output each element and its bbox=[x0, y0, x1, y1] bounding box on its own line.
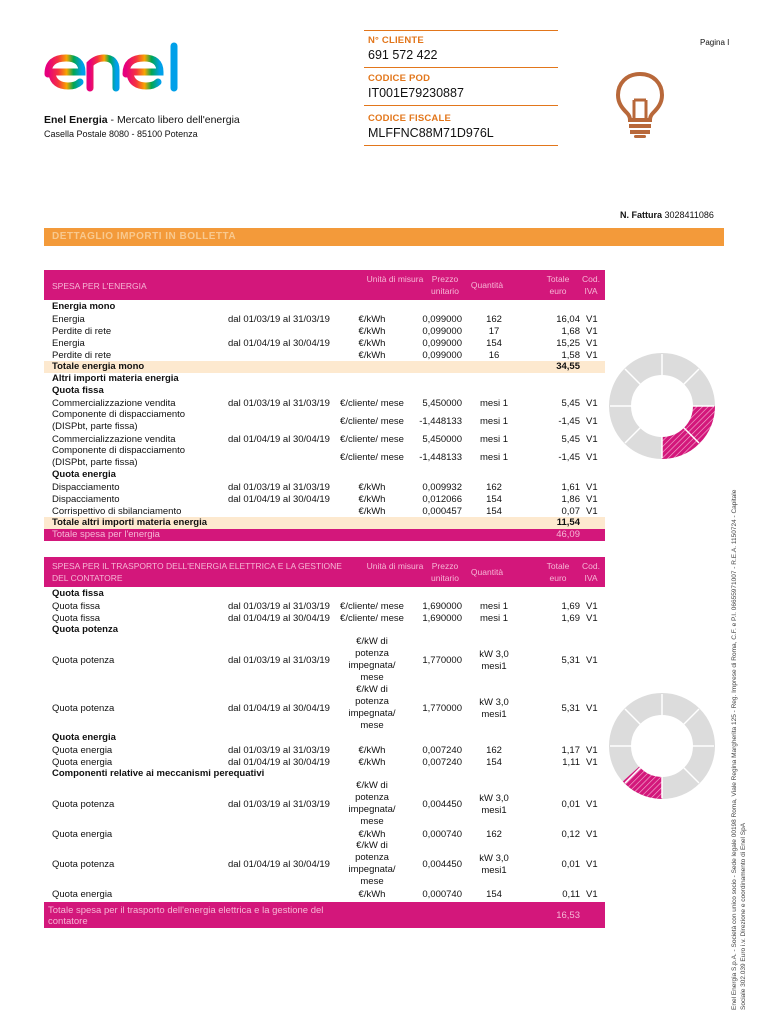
transport-row-iva: V1 bbox=[586, 612, 598, 624]
transport-row-unit: potenza bbox=[355, 792, 389, 803]
transport-row-iva: V1 bbox=[586, 600, 598, 612]
transport-row-price: 0,007240 bbox=[422, 744, 462, 756]
fiscale-box bbox=[364, 106, 558, 146]
company-subtitle: - Mercato libero dell'energia bbox=[107, 114, 240, 126]
energy-row-iva: V1 bbox=[586, 325, 598, 337]
pod-value: IT001E79230887 bbox=[368, 86, 464, 100]
total-value: 34,55 bbox=[556, 361, 580, 372]
transport-row-iva: V1 bbox=[586, 654, 598, 666]
transport-row-qty: mesi 1 bbox=[480, 600, 508, 612]
company-name: Enel Energia bbox=[44, 114, 108, 126]
transport-row-unit: €/cliente/ mese bbox=[340, 600, 404, 612]
energy-row-qty: 17 bbox=[488, 325, 500, 337]
transport-row-desc: Quota energia bbox=[52, 828, 113, 840]
energy-row-desc: Energia bbox=[52, 337, 85, 349]
transport-row-desc: Quota potenza bbox=[52, 702, 115, 714]
transport-row-unit: €/kW di bbox=[356, 780, 388, 791]
transport-row-qty: mesi1 bbox=[481, 804, 507, 816]
transport-row-unit: €/kWh bbox=[358, 744, 386, 756]
cliente-value: 691 572 422 bbox=[368, 48, 438, 62]
transport-row-unit: mese bbox=[360, 720, 384, 731]
transport-row-qty: kW 3,0 bbox=[479, 696, 509, 708]
energy-row-total: -1,45 bbox=[558, 415, 580, 427]
transport-row-qty: kW 3,0 bbox=[479, 648, 509, 660]
energy-row-iva: V1 bbox=[586, 313, 598, 325]
transport-row-qty: mesi1 bbox=[481, 864, 507, 876]
energy-row-total: 5,45 bbox=[561, 433, 580, 445]
energy-row-iva: V1 bbox=[586, 481, 598, 493]
energy-row-iva: V1 bbox=[586, 433, 598, 445]
energy-row-desc2: (DISPbt, parte fissa) bbox=[52, 457, 138, 468]
transport-row-period: dal 01/03/19 al 31/03/19 bbox=[228, 654, 330, 666]
energy-row-price: 0,099000 bbox=[422, 313, 462, 325]
energy-row-total: 1,68 bbox=[561, 325, 580, 337]
invoice-number bbox=[620, 210, 714, 220]
energy-row-desc: Dispacciamento bbox=[52, 481, 120, 493]
transport-row-desc: Quota potenza bbox=[52, 858, 115, 870]
legal-side-text: Enel Energia S.p.A. - Società con unico socio - Sede legale 00198 Roma, Viale Regina Margherita 125 - Reg. Imprese di Roma, C.F. e P.I. 06655971007 - R.E.A. 1150724 - Capitale Sociale 302.039 Euro i.v. Direzione e coordinamento di Enel SpA bbox=[731, 489, 747, 1010]
group-title: Altri importi materia energia bbox=[52, 373, 179, 384]
transport-row-total: 1,11 bbox=[562, 756, 580, 768]
energy-row-desc: Energia bbox=[52, 313, 85, 325]
transport-row-qty: 162 bbox=[486, 828, 502, 840]
energy-row-unit: €/cliente/ mese bbox=[340, 415, 404, 427]
energy-row-unit: €/kWh bbox=[358, 493, 386, 505]
energy-header-total: Totale euro bbox=[546, 274, 570, 296]
energy-row-unit: €/cliente/ mese bbox=[340, 451, 404, 463]
energy-share-donut bbox=[606, 350, 718, 462]
transport-row-qty: mesi1 bbox=[481, 708, 507, 720]
enel-logo bbox=[44, 42, 194, 98]
pod-box bbox=[364, 68, 558, 106]
transport-row-price: 0,004450 bbox=[422, 798, 462, 810]
energy-row-unit: €/kWh bbox=[358, 313, 386, 325]
energy-row-iva: V1 bbox=[586, 397, 598, 409]
lightbulb-icon bbox=[614, 70, 666, 140]
transport-row-iva: V1 bbox=[586, 858, 598, 870]
energy-row-qty: mesi 1 bbox=[480, 415, 508, 427]
group-title: Quota fissa bbox=[52, 588, 104, 599]
total-label: Totale energia mono bbox=[52, 361, 145, 372]
energy-row-unit: €/cliente/ mese bbox=[340, 397, 404, 409]
transport-header-price: Prezzo unitario bbox=[431, 561, 459, 583]
transport-row-desc: Quota fissa bbox=[52, 600, 101, 612]
energy-header-price: Prezzo unitario bbox=[431, 274, 459, 296]
energy-row-price: 0,099000 bbox=[422, 337, 462, 349]
energy-row-total: 1,86 bbox=[561, 493, 580, 505]
transport-row-iva: V1 bbox=[586, 756, 598, 768]
transport-row-desc: Quota energia bbox=[52, 888, 113, 900]
transport-row-desc: Quota potenza bbox=[52, 798, 115, 810]
energy-row-price: 0,099000 bbox=[422, 325, 462, 337]
total-label: Totale altri importi materia energia bbox=[52, 517, 208, 528]
energy-row-price: 0,000457 bbox=[422, 505, 462, 517]
energy-row-period: dal 01/04/19 al 30/04/19 bbox=[228, 433, 330, 445]
transport-row-price: 1,690000 bbox=[422, 612, 462, 624]
transport-row-qty: mesi1 bbox=[481, 660, 507, 672]
energy-row-qty: 154 bbox=[486, 505, 502, 517]
transport-header-total: Totale euro bbox=[546, 561, 570, 583]
company-address: Casella Postale 8080 - 85100 Potenza bbox=[44, 129, 198, 139]
transport-row-price: 1,770000 bbox=[422, 702, 462, 714]
energy-row-desc: Perdite di rete bbox=[52, 325, 112, 337]
transport-row-period: dal 01/04/19 al 30/04/19 bbox=[228, 612, 330, 624]
energy-row-unit: €/cliente/ mese bbox=[340, 433, 404, 445]
energy-row-price: 0,009932 bbox=[422, 481, 462, 493]
transport-row-unit: mese bbox=[360, 672, 384, 683]
transport-row-price: 0,000740 bbox=[422, 828, 462, 840]
transport-header-iva: Cod. IVA bbox=[582, 561, 600, 583]
energy-header-iva: Cod. IVA bbox=[582, 274, 600, 296]
transport-row-iva: V1 bbox=[586, 798, 598, 810]
transport-row-desc: Quota fissa bbox=[52, 612, 101, 624]
transport-row-desc: Quota potenza bbox=[52, 654, 115, 666]
group-title: Energia mono bbox=[52, 301, 116, 312]
energy-header-unit: Unità di misura bbox=[366, 274, 424, 284]
transport-row-period: dal 01/04/19 al 30/04/19 bbox=[228, 702, 330, 714]
transport-row-qty: kW 3,0 bbox=[479, 852, 509, 864]
grand-total-value: 46,09 bbox=[556, 529, 580, 540]
transport-row-unit: impegnata/ bbox=[348, 864, 396, 875]
group-title: Quota energia bbox=[52, 732, 116, 743]
energy-row-unit: €/kWh bbox=[358, 505, 386, 517]
energy-row-desc: Perdite di rete bbox=[52, 349, 112, 361]
energy-row-qty: mesi 1 bbox=[480, 451, 508, 463]
transport-header-unit: Unità di misura bbox=[366, 561, 424, 571]
energy-row-period: dal 01/03/19 al 31/03/19 bbox=[228, 481, 330, 493]
transport-row-unit: €/kW di bbox=[356, 636, 388, 647]
transport-row-period: dal 01/04/19 al 30/04/19 bbox=[228, 756, 330, 768]
energy-row-qty: 16 bbox=[488, 349, 500, 361]
energy-header-qty: Quantità bbox=[470, 280, 504, 290]
energy-row-qty: 162 bbox=[486, 313, 502, 325]
energy-row-iva: V1 bbox=[586, 493, 598, 505]
transport-row-unit: €/kW di bbox=[356, 840, 388, 851]
transport-row-total: 1,17 bbox=[561, 744, 580, 756]
energy-row-total: -1,45 bbox=[558, 451, 580, 463]
transport-row-desc: Quota energia bbox=[52, 756, 113, 768]
company-block bbox=[44, 113, 240, 141]
energy-row-iva: V1 bbox=[586, 337, 598, 349]
transport-row-qty: 154 bbox=[486, 888, 502, 900]
group-title: Quota potenza bbox=[52, 624, 118, 635]
energy-row-desc: Commercializzazione vendita bbox=[52, 433, 176, 445]
fiscale-value: MLFFNC88M71D976L bbox=[368, 126, 494, 140]
energy-row-desc2: (DISPbt, parte fissa) bbox=[52, 421, 138, 432]
energy-row-iva: V1 bbox=[586, 415, 598, 427]
energy-row-total: 1,58 bbox=[561, 349, 580, 361]
transport-row-unit: impegnata/ bbox=[348, 804, 396, 815]
energy-row-total: 0,07 bbox=[561, 505, 580, 517]
energy-row-qty: 154 bbox=[486, 493, 502, 505]
transport-row-total: 5,31 bbox=[561, 702, 580, 714]
grand-total-label: Totale spesa per l'energia bbox=[52, 529, 160, 540]
transport-row-unit: potenza bbox=[355, 852, 389, 863]
total-value: 11,54 bbox=[556, 517, 580, 528]
transport-row-total: 1,69 bbox=[561, 612, 580, 624]
transport-row-total: 5,31 bbox=[561, 654, 580, 666]
energy-row-total: 16,04 bbox=[556, 313, 580, 325]
transport-row-price: 0,004450 bbox=[422, 858, 462, 870]
energy-row-price: 5,450000 bbox=[422, 397, 462, 409]
energy-row-unit: €/kWh bbox=[358, 337, 386, 349]
energy-header-title: SPESA PER L'ENERGIA bbox=[52, 281, 147, 291]
energy-row-qty: 162 bbox=[486, 481, 502, 493]
transport-row-unit: €/kWh bbox=[358, 888, 386, 900]
energy-row-iva: V1 bbox=[586, 505, 598, 517]
transport-row-iva: V1 bbox=[586, 828, 598, 840]
energy-row-total: 5,45 bbox=[561, 397, 580, 409]
transport-row-period: dal 01/03/19 al 31/03/19 bbox=[228, 798, 330, 810]
energy-row-period: dal 01/04/19 al 30/04/19 bbox=[228, 337, 330, 349]
energy-row-qty: 154 bbox=[486, 337, 502, 349]
subgroup-title: Quota energia bbox=[52, 469, 116, 480]
cliente-box bbox=[364, 30, 558, 68]
energy-row-period: dal 01/04/19 al 30/04/19 bbox=[228, 493, 330, 505]
energy-row-iva: V1 bbox=[586, 451, 598, 463]
transport-row-unit: mese bbox=[360, 816, 384, 827]
subgroup-title: Quota fissa bbox=[52, 385, 104, 396]
transport-row-total: 0,01 bbox=[561, 798, 580, 810]
transport-row-unit: €/kW di bbox=[356, 684, 388, 695]
transport-row-iva: V1 bbox=[586, 744, 598, 756]
transport-header-title: SPESA PER IL TRASPORTO DELL'ENERGIA ELETTRICA E LA GESTIONE DEL CONTATORE bbox=[52, 561, 342, 583]
transport-footer-label: Totale spesa per il trasporto dell'energia elettrica e la gestione del contatore bbox=[48, 905, 324, 927]
transport-row-total: 1,69 bbox=[561, 600, 580, 612]
transport-header-qty: Quantità bbox=[470, 567, 504, 577]
transport-row-unit: impegnata/ bbox=[348, 660, 396, 671]
transport-footer-value: 16,53 bbox=[556, 910, 580, 921]
transport-row-period: dal 01/03/19 al 31/03/19 bbox=[228, 600, 330, 612]
transport-row-unit: impegnata/ bbox=[348, 708, 396, 719]
section-band-title: DETTAGLIO IMPORTI IN BOLLETTA bbox=[44, 228, 724, 246]
energy-row-qty: mesi 1 bbox=[480, 433, 508, 445]
energy-row-desc: Corrispettivo di sbilanciamento bbox=[52, 505, 182, 517]
transport-row-qty: 154 bbox=[486, 756, 502, 768]
transport-row-unit: mese bbox=[360, 876, 384, 887]
pod-label: CODICE POD bbox=[368, 73, 431, 84]
transport-row-period: dal 01/04/19 al 30/04/19 bbox=[228, 858, 330, 870]
energy-header bbox=[44, 270, 605, 300]
energy-row-price: -1,448133 bbox=[419, 415, 462, 427]
energy-row-unit: €/kWh bbox=[358, 349, 386, 361]
transport-row-desc: Quota energia bbox=[52, 744, 113, 756]
energy-row-desc: Componente di dispacciamento bbox=[52, 409, 186, 420]
energy-row-price: 0,012066 bbox=[422, 493, 462, 505]
energy-row-period: dal 01/03/19 al 31/03/19 bbox=[228, 397, 330, 409]
transport-row-total: 0,11 bbox=[562, 888, 580, 900]
invoice-label: N. Fattura bbox=[620, 210, 663, 220]
transport-row-price: 0,007240 bbox=[422, 756, 462, 768]
transport-row-total: 0,12 bbox=[561, 828, 580, 840]
transport-row-price: 1,770000 bbox=[422, 654, 462, 666]
transport-row-qty: mesi 1 bbox=[480, 612, 508, 624]
energy-row-desc: Commercializzazione vendita bbox=[52, 397, 176, 409]
energy-row-qty: mesi 1 bbox=[480, 397, 508, 409]
energy-row-total: 15,25 bbox=[556, 337, 580, 349]
page-label: Pagina I bbox=[700, 38, 730, 47]
group-title: Componenti relative ai meccanismi perequativi bbox=[52, 768, 265, 779]
transport-row-total: 0,01 bbox=[561, 858, 580, 870]
energy-row-total: 1,61 bbox=[561, 481, 580, 493]
transport-row-iva: V1 bbox=[586, 888, 598, 900]
energy-row-price: 0,099000 bbox=[422, 349, 462, 361]
cliente-label: N° CLIENTE bbox=[368, 35, 424, 46]
transport-row-unit: €/cliente/ mese bbox=[340, 612, 404, 624]
energy-row-desc: Componente di dispacciamento bbox=[52, 445, 186, 456]
transport-row-unit: potenza bbox=[355, 696, 389, 707]
energy-row-price: -1,448133 bbox=[419, 451, 462, 463]
energy-row-desc: Dispacciamento bbox=[52, 493, 120, 505]
energy-row-period: dal 01/03/19 al 31/03/19 bbox=[228, 313, 330, 325]
transport-row-price: 1,690000 bbox=[422, 600, 462, 612]
legal-side-note bbox=[700, 470, 760, 1010]
transport-row-unit: potenza bbox=[355, 648, 389, 659]
transport-row-period: dal 01/03/19 al 31/03/19 bbox=[228, 744, 330, 756]
fiscale-label: CODICE FISCALE bbox=[368, 113, 452, 124]
transport-row-qty: kW 3,0 bbox=[479, 792, 509, 804]
transport-row-unit: €/kWh bbox=[358, 828, 386, 840]
energy-row-price: 5,450000 bbox=[422, 433, 462, 445]
energy-row-iva: V1 bbox=[586, 349, 598, 361]
energy-row-unit: €/kWh bbox=[358, 325, 386, 337]
transport-row-qty: 162 bbox=[486, 744, 502, 756]
transport-row-iva: V1 bbox=[586, 702, 598, 714]
transport-row-price: 0,000740 bbox=[422, 888, 462, 900]
energy-row-unit: €/kWh bbox=[358, 481, 386, 493]
transport-row-unit: €/kWh bbox=[358, 756, 386, 768]
invoice-value: 3028411086 bbox=[664, 210, 714, 220]
transport-header bbox=[44, 557, 605, 587]
